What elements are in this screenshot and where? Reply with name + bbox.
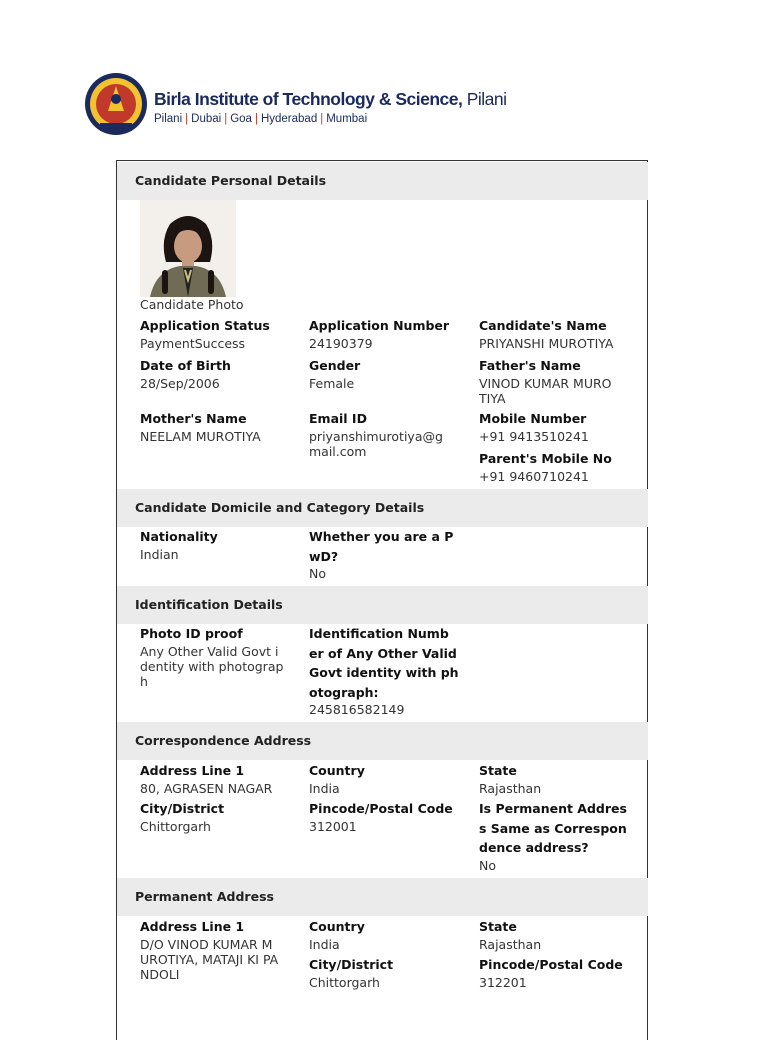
field-mother-name: Mother's Name NEELAM MUROTIYA bbox=[140, 411, 261, 444]
bits-logo-icon bbox=[84, 71, 148, 137]
field-perm-state: State Rajasthan bbox=[479, 919, 542, 952]
field-identification-number: Identification Numb er of Any Other Valid Govt identity with ph otograph: 245816582149 bbox=[309, 626, 459, 717]
campus-dubai: Dubai bbox=[191, 113, 222, 125]
field-perm-address-line-1: Address Line 1 D/O VINOD KUMAR M UROTIYA, MATAJI KI PA NDOLI bbox=[140, 919, 279, 982]
field-application-status: Application Status PaymentSuccess bbox=[140, 318, 270, 351]
field-perm-country: Country India bbox=[309, 919, 365, 952]
field-father-name: Father's Name VINOD KUMAR MURO TIYA bbox=[479, 358, 612, 406]
field-corr-country: Country India bbox=[309, 763, 365, 796]
section-identification-details: Identification Details bbox=[117, 586, 648, 624]
field-email: Email ID priyanshimurotiya@g mail.com bbox=[309, 411, 443, 459]
field-corr-state: State Rajasthan bbox=[479, 763, 542, 796]
field-parent-mobile: Parent's Mobile No +91 9460710241 bbox=[479, 451, 612, 484]
field-corr-city: City/District Chittorgarh bbox=[140, 801, 225, 834]
field-pwd: Whether you are a P wD? No bbox=[309, 529, 454, 581]
field-gender: Gender Female bbox=[309, 358, 361, 391]
section-permanent-address: Permanent Address bbox=[117, 878, 648, 916]
section-personal-details: Candidate Personal Details bbox=[117, 162, 648, 200]
field-date-of-birth: Date of Birth 28/Sep/2006 bbox=[140, 358, 231, 391]
section-correspondence-address: Correspondence Address bbox=[117, 722, 648, 760]
section-domicile-details: Candidate Domicile and Category Details bbox=[117, 489, 648, 527]
institute-name: Birla Institute of Technology & Science, Pilani bbox=[154, 89, 507, 109]
campus-list: Pilani | Dubai | Goa | Hyderabad | Mumbai bbox=[154, 113, 368, 125]
application-card bbox=[116, 160, 648, 1040]
field-perm-pincode: Pincode/Postal Code 312201 bbox=[479, 957, 623, 990]
field-perm-city: City/District Chittorgarh bbox=[309, 957, 394, 990]
candidate-photo bbox=[140, 200, 236, 297]
field-candidate-name: Candidate's Name PRIYANSHI MUROTIYA bbox=[479, 318, 614, 351]
campus-mumbai: Mumbai bbox=[326, 113, 368, 125]
campus-hyderabad: Hyderabad bbox=[260, 113, 318, 125]
field-nationality: Nationality Indian bbox=[140, 529, 218, 562]
field-corr-pincode: Pincode/Postal Code 312001 bbox=[309, 801, 453, 834]
institute-header bbox=[84, 71, 724, 141]
field-corr-address-line-1: Address Line 1 80, AGRASEN NAGAR bbox=[140, 763, 273, 796]
field-permanent-same-as-correspondence: Is Permanent Addres s Same as Correspon dence address? No bbox=[479, 801, 627, 873]
campus-goa: Goa bbox=[230, 113, 252, 125]
photo-caption: Candidate Photo bbox=[140, 297, 244, 312]
field-photo-id-proof: Photo ID proof Any Other Valid Govt i dentity with photograp h bbox=[140, 626, 284, 689]
field-mobile-number: Mobile Number +91 9413510241 bbox=[479, 411, 589, 444]
campus-pilani: Pilani bbox=[154, 113, 183, 125]
field-application-number: Application Number 24190379 bbox=[309, 318, 450, 351]
